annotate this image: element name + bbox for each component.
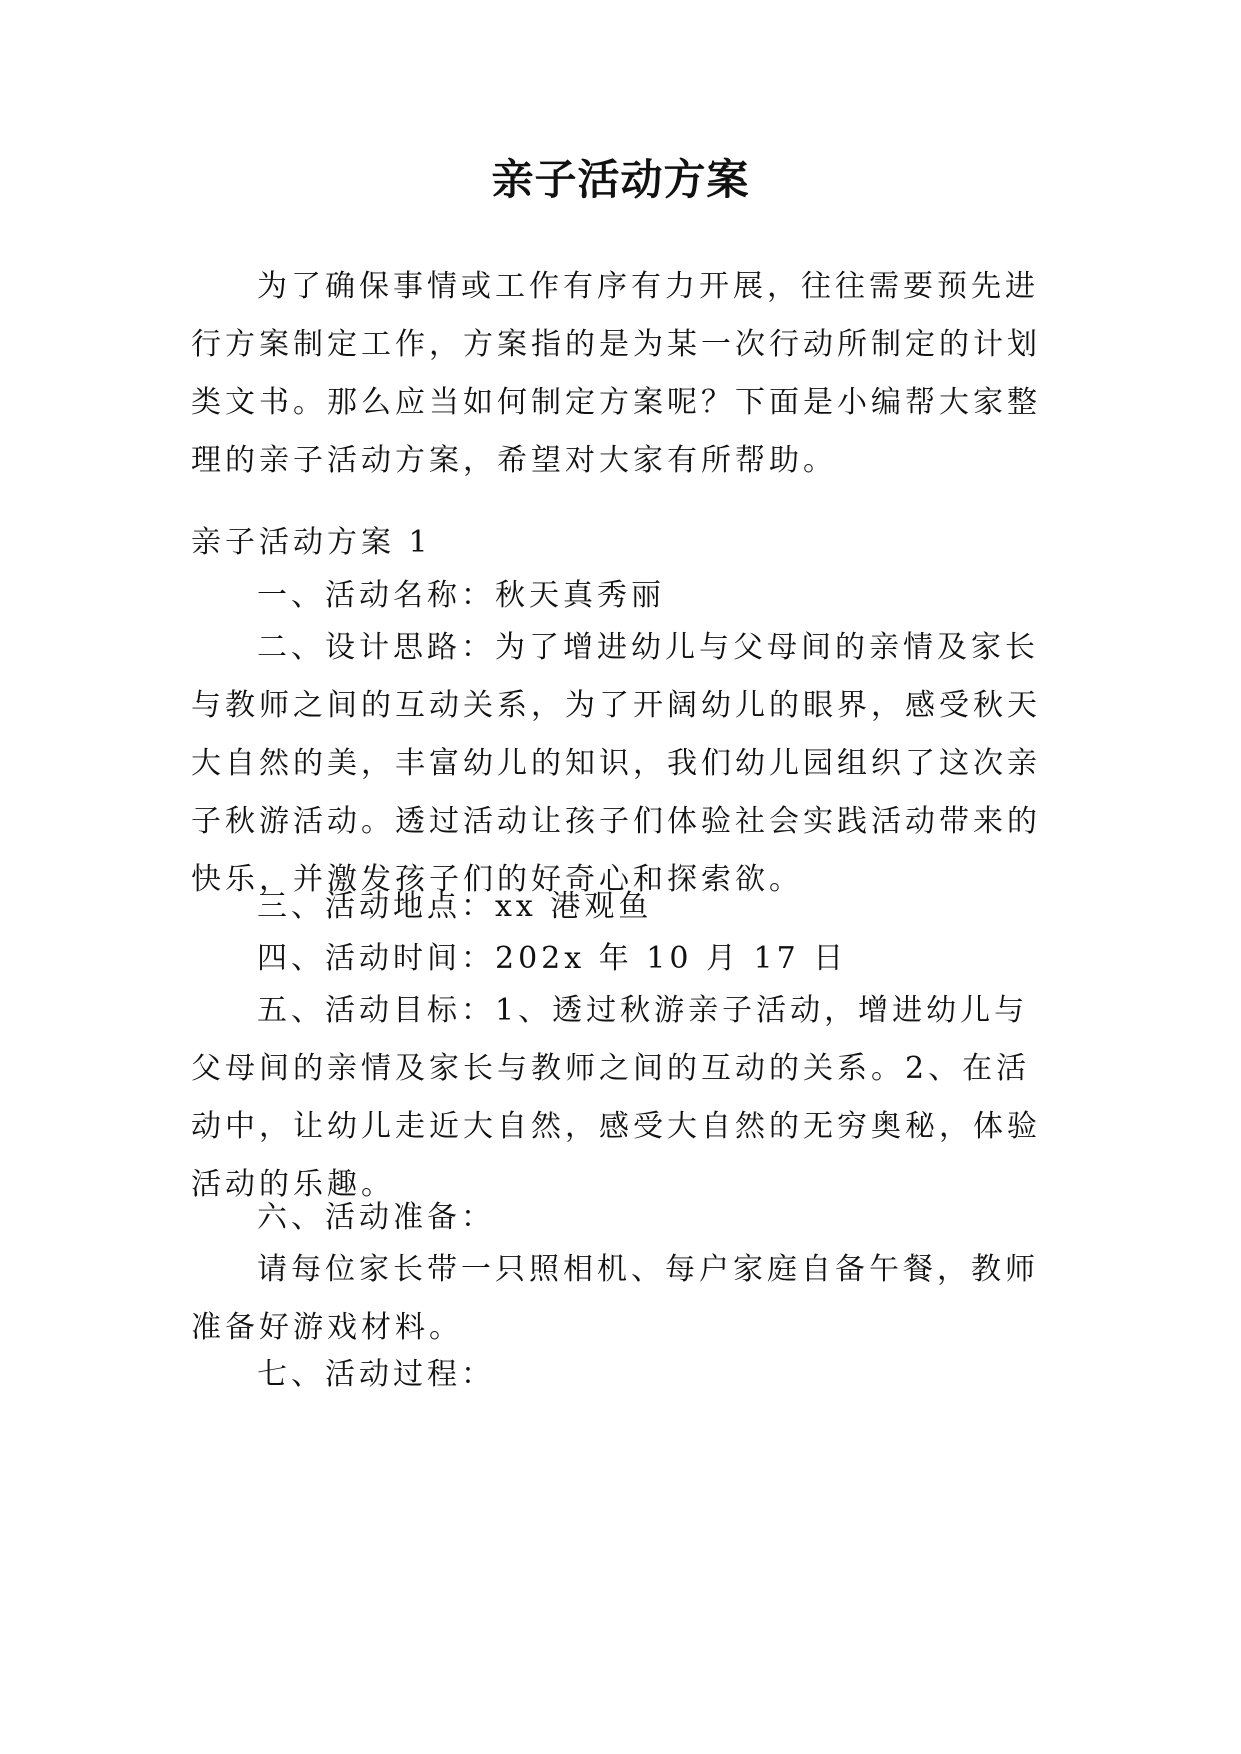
intro-paragraph: 为了确保事情或工作有序有力开展，往往需要预先进行方案制定工作，方案指的是为某一次行动所制定的计划类文书。那么应当如何制定方案呢？下面是小编帮大家整理的亲子活动方案，希望对大家有所帮助。 <box>191 269 1041 478</box>
document-title: 亲子活动方案 <box>491 155 750 204</box>
section-heading: 亲子活动方案 1 <box>191 525 432 560</box>
item-activity-goals: 五、活动目标：1、透过秋游亲子活动，增进幼儿与父母间的亲情及家长与教师之间的互动的关系。2、在活动中，让幼儿走近大自然，感受大自然的无穷奥秘，体验活动的乐趣。 <box>191 993 1041 1202</box>
item-activity-name: 一、活动名称：秋天真秀丽 <box>257 578 665 613</box>
item-activity-preparation: 六、活动准备： <box>257 1200 495 1235</box>
item-preparation-details: 请每位家长带一只照相机、每户家庭自备午餐，教师准备好游戏材料。 <box>191 1252 1039 1345</box>
item-design-idea: 二、设计思路：为了增进幼儿与父母间的亲情及家长与教师之间的互动关系，为了开阔幼儿的眼界，感受秋天大自然的美，丰富幼儿的知识，我们幼儿园组织了这次亲子秋游活动。透过活动让孩子们体验社会实践活动带来的快乐，并激发孩子们的好奇心和探索欲。 <box>191 630 1041 897</box>
item-activity-location: 三、活动地点：xx 港观鱼 <box>257 889 653 924</box>
item-activity-process: 七、活动过程： <box>257 1357 495 1392</box>
item-activity-time: 四、活动时间：202x 年 10 月 17 日 <box>257 941 848 976</box>
